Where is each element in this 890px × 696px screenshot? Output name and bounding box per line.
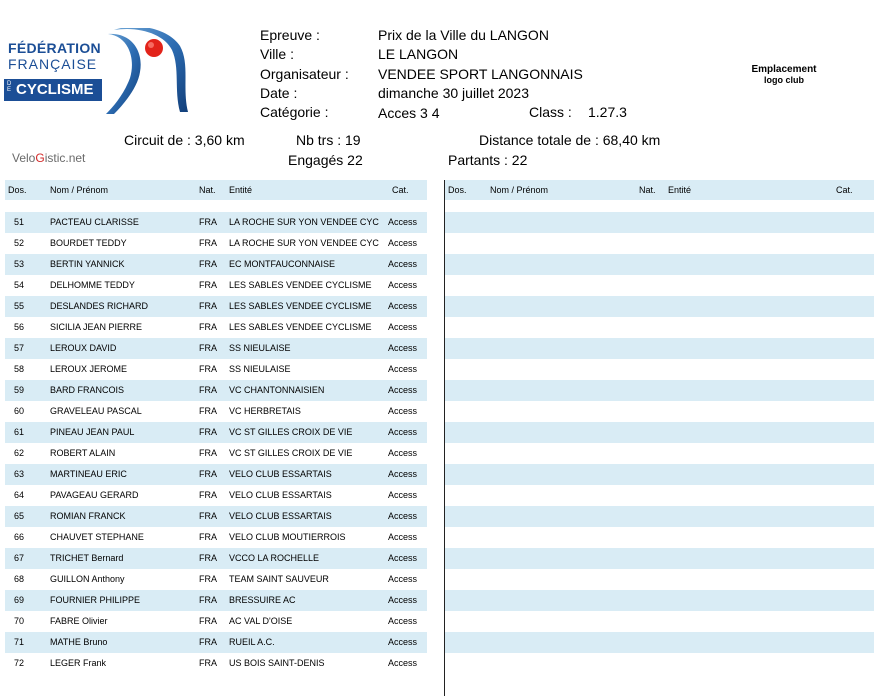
cell-entite: VCCO LA ROCHELLE — [229, 553, 320, 563]
cell-nat: FRA — [199, 427, 217, 437]
logo-text-federation: FÉDÉRATION — [8, 40, 101, 56]
cell-entite: VC CHANTONNAISIEN — [229, 385, 325, 395]
empty-row — [445, 590, 874, 611]
cell-cat: Access — [388, 448, 418, 458]
table-row — [5, 527, 427, 548]
cell-cat: Access — [388, 490, 418, 500]
cell-nom: PINEAU JEAN PAUL — [50, 427, 135, 437]
header-cat-right: Cat. — [836, 185, 853, 195]
cell-nom: GUILLON Anthony — [50, 574, 125, 584]
cell-dos: 58 — [14, 364, 25, 374]
cell-cat: Access — [388, 301, 418, 311]
cell-cat: Access — [388, 364, 418, 374]
empty-row — [445, 254, 874, 275]
empty-row — [445, 233, 874, 254]
cell-nat: FRA — [199, 364, 217, 374]
empty-row — [445, 275, 874, 296]
table-row — [5, 296, 427, 317]
table-row — [5, 611, 427, 632]
class-label: Class : — [529, 104, 572, 120]
cell-dos: 64 — [14, 490, 25, 500]
cell-nom: SICILIA JEAN PIERRE — [50, 322, 143, 332]
cell-nat: FRA — [199, 217, 217, 227]
cell-nat: FRA — [199, 259, 217, 269]
cell-cat: Access — [388, 406, 418, 416]
cell-cat: Access — [388, 595, 418, 605]
table-row — [5, 653, 427, 674]
cell-cat: Access — [388, 217, 418, 227]
table-row — [5, 569, 427, 590]
table-row — [5, 212, 427, 233]
cell-entite: LES SABLES VENDEE CYCLISME — [229, 280, 372, 290]
cell-nom: CHAUVET STEPHANE — [50, 532, 144, 542]
table-header-right — [445, 180, 874, 200]
cell-dos: 52 — [14, 238, 25, 248]
cell-nom: DESLANDES RICHARD — [50, 301, 149, 311]
empty-row — [445, 317, 874, 338]
table-row — [5, 254, 427, 275]
header-dos: Dos. — [8, 185, 27, 195]
cell-cat: Access — [388, 658, 418, 668]
participants-table-left — [5, 180, 427, 696]
epreuve-value: Prix de la Ville du LANGON — [378, 27, 549, 43]
cell-dos: 66 — [14, 532, 25, 542]
header-nat: Nat. — [199, 185, 216, 195]
cell-nat: FRA — [199, 532, 217, 542]
logo-club-text: logo club — [764, 75, 804, 85]
cell-entite: EC MONTFAUCONNAISE — [229, 259, 336, 269]
table-row — [5, 485, 427, 506]
cell-nom: BARD FRANCOIS — [50, 385, 125, 395]
header-nat-right: Nat. — [639, 185, 656, 195]
cell-entite: VC ST GILLES CROIX DE VIE — [229, 448, 353, 458]
cell-dos: 71 — [14, 637, 25, 647]
cell-entite: LES SABLES VENDEE CYCLISME — [229, 301, 372, 311]
cell-dos: 54 — [14, 280, 25, 290]
empty-row — [445, 401, 874, 422]
velogistic-part3: istic.net — [44, 151, 86, 165]
cell-entite: VELO CLUB ESSARTAIS — [229, 469, 332, 479]
cell-dos: 61 — [14, 427, 25, 437]
cell-entite: US BOIS SAINT-DENIS — [229, 658, 325, 668]
table-row — [5, 506, 427, 527]
empty-row — [445, 632, 874, 653]
cell-dos: 70 — [14, 616, 25, 626]
logo-text-de: DE — [7, 81, 12, 93]
engages-stat: Engagés 22 — [288, 152, 363, 168]
circuit-stat: Circuit de : 3,60 km — [124, 132, 245, 148]
cell-cat: Access — [388, 427, 418, 437]
empty-row — [445, 338, 874, 359]
logo-club-placeholder — [744, 64, 824, 86]
table-row — [5, 338, 427, 359]
empty-row — [445, 485, 874, 506]
empty-row — [445, 359, 874, 380]
cell-cat: Access — [388, 574, 418, 584]
cell-cat: Access — [388, 616, 418, 626]
cell-cat: Access — [388, 343, 418, 353]
cell-nat: FRA — [199, 322, 217, 332]
header-entite-right: Entité — [668, 185, 692, 195]
table-row — [5, 464, 427, 485]
distance-stat: Distance totale de : 68,40 km — [479, 132, 661, 148]
cell-dos: 68 — [14, 574, 25, 584]
cell-nom: PACTEAU CLARISSE — [50, 217, 139, 227]
table-body — [5, 212, 427, 674]
cell-nom: GRAVELEAU PASCAL — [50, 406, 142, 416]
cell-cat: Access — [388, 259, 418, 269]
cell-dos: 57 — [14, 343, 25, 353]
cell-nom: MARTINEAU ERIC — [50, 469, 127, 479]
cell-cat: Access — [388, 637, 418, 647]
cell-nat: FRA — [199, 343, 217, 353]
cell-nat: FRA — [199, 490, 217, 500]
cell-dos: 59 — [14, 385, 25, 395]
cell-nat: FRA — [199, 448, 217, 458]
cell-nat: FRA — [199, 574, 217, 584]
cell-entite: TEAM SAINT SAUVEUR — [229, 574, 329, 584]
empty-row — [445, 464, 874, 485]
cell-dos: 53 — [14, 259, 25, 269]
cell-cat: Access — [388, 385, 418, 395]
cell-cat: Access — [388, 553, 418, 563]
velogistic-link[interactable] — [12, 151, 85, 165]
cell-nom: LEROUX DAVID — [50, 343, 117, 353]
cell-dos: 51 — [14, 217, 25, 227]
empty-row — [445, 296, 874, 317]
cell-nom: TRICHET Bernard — [50, 553, 124, 563]
cell-dos: 63 — [14, 469, 25, 479]
cell-entite: VC HERBRETAIS — [229, 406, 301, 416]
cell-entite: AC VAL D'OISE — [229, 616, 293, 626]
cell-nat: FRA — [199, 658, 217, 668]
cell-dos: 67 — [14, 553, 25, 563]
table-row — [5, 422, 427, 443]
cell-dos: 60 — [14, 406, 25, 416]
cell-cat: Access — [388, 469, 418, 479]
empty-row — [445, 548, 874, 569]
header-nom: Nom / Prénom — [50, 185, 109, 195]
cell-dos: 56 — [14, 322, 25, 332]
ville-label: Ville : — [260, 46, 294, 62]
cell-cat: Access — [388, 532, 418, 542]
header-dos-right: Dos. — [448, 185, 467, 195]
cell-cat: Access — [388, 238, 418, 248]
cell-dos: 72 — [14, 658, 25, 668]
organisateur-label: Organisateur : — [260, 66, 349, 82]
empty-row — [445, 611, 874, 632]
logo-text-cyclisme: CYCLISME — [16, 81, 94, 98]
header-entite: Entité — [229, 185, 253, 195]
cell-entite: VELO CLUB MOUTIERROIS — [229, 532, 346, 542]
velogistic-part1: Velo — [12, 151, 36, 165]
class-value: 1.27.3 — [588, 104, 627, 120]
velogistic-part2: G — [35, 151, 45, 165]
table-row — [5, 275, 427, 296]
cell-nat: FRA — [199, 595, 217, 605]
empty-row — [445, 527, 874, 548]
cell-nom: FABRE Olivier — [50, 616, 108, 626]
cell-entite: LA ROCHE SUR YON VENDEE CYC — [229, 238, 379, 248]
cell-nat: FRA — [199, 511, 217, 521]
cell-entite: BRESSUIRE AC — [229, 595, 296, 605]
ville-value: LE LANGON — [378, 46, 459, 62]
table-row — [5, 317, 427, 338]
categorie-value: Acces 3 4 — [378, 105, 440, 121]
table-row — [5, 548, 427, 569]
ffc-logo — [4, 28, 192, 118]
table-body-right — [445, 212, 874, 674]
empty-row — [445, 443, 874, 464]
empty-row — [445, 506, 874, 527]
cell-nom: LEGER Frank — [50, 658, 107, 668]
cell-entite: SS NIEULAISE — [229, 364, 291, 374]
table-header — [5, 180, 427, 200]
header-cat: Cat. — [392, 185, 409, 195]
organisateur-value: VENDEE SPORT LANGONNAIS — [378, 66, 583, 82]
cell-nat: FRA — [199, 385, 217, 395]
cell-entite: VELO CLUB ESSARTAIS — [229, 490, 332, 500]
cell-dos: 69 — [14, 595, 25, 605]
cell-cat: Access — [388, 322, 418, 332]
cell-nom: ROMIAN FRANCK — [50, 511, 126, 521]
empty-row — [445, 653, 874, 674]
table-row — [5, 401, 427, 422]
categorie-label: Catégorie : — [260, 104, 329, 120]
cell-nat: FRA — [199, 616, 217, 626]
cell-nat: FRA — [199, 406, 217, 416]
cell-nat: FRA — [199, 553, 217, 563]
cell-dos: 65 — [14, 511, 25, 521]
cell-entite: VELO CLUB ESSARTAIS — [229, 511, 332, 521]
cell-entite: RUEIL A.C. — [229, 637, 275, 647]
table-row — [5, 233, 427, 254]
table-row — [5, 590, 427, 611]
cell-nat: FRA — [199, 238, 217, 248]
empty-row — [445, 422, 874, 443]
emplacement-text: Emplacement — [751, 64, 817, 75]
cell-nom: LEROUX JEROME — [50, 364, 128, 374]
cell-nat: FRA — [199, 301, 217, 311]
participants-table-right — [444, 180, 874, 696]
cell-nom: FOURNIER PHILIPPE — [50, 595, 141, 605]
cell-dos: 55 — [14, 301, 25, 311]
cell-nom: DELHOMME TEDDY — [50, 280, 135, 290]
cell-nom: ROBERT ALAIN — [50, 448, 116, 458]
table-row — [5, 380, 427, 401]
table-row — [5, 632, 427, 653]
epreuve-label: Epreuve : — [260, 27, 320, 43]
cell-entite: LES SABLES VENDEE CYCLISME — [229, 322, 372, 332]
date-label: Date : — [260, 85, 298, 101]
cell-entite: SS NIEULAISE — [229, 343, 291, 353]
date-value: dimanche 30 juillet 2023 — [378, 85, 529, 101]
cell-cat: Access — [388, 511, 418, 521]
cell-nat: FRA — [199, 637, 217, 647]
nb-trs-stat: Nb trs : 19 — [296, 132, 361, 148]
empty-row — [445, 569, 874, 590]
empty-row — [445, 212, 874, 233]
cell-nom: PAVAGEAU GERARD — [50, 490, 139, 500]
cell-cat: Access — [388, 280, 418, 290]
cell-nom: BOURDET TEDDY — [50, 238, 127, 248]
table-row — [5, 443, 427, 464]
cell-nom: BERTIN YANNICK — [50, 259, 125, 269]
cell-entite: LA ROCHE SUR YON VENDEE CYC — [229, 217, 379, 227]
table-row — [5, 359, 427, 380]
cell-nom: MATHE Bruno — [50, 637, 108, 647]
cell-dos: 62 — [14, 448, 25, 458]
logo-text-francaise: FRANÇAISE — [8, 56, 98, 72]
empty-row — [445, 380, 874, 401]
header-nom-right: Nom / Prénom — [490, 185, 549, 195]
cell-nat: FRA — [199, 280, 217, 290]
cell-entite: VC ST GILLES CROIX DE VIE — [229, 427, 353, 437]
partants-stat: Partants : 22 — [448, 152, 528, 168]
cell-nat: FRA — [199, 469, 217, 479]
